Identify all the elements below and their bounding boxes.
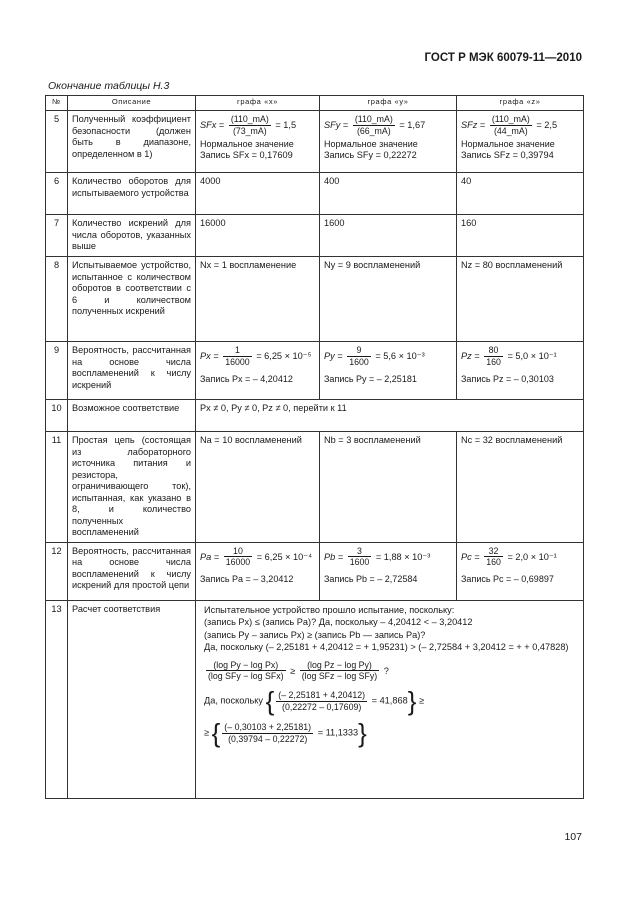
row-number: 5 — [46, 111, 68, 173]
cell-z — [457, 542, 584, 600]
formula: Pa = $\frac{10}{16000}$ = 6,25 × 10⁻⁴ — [200, 545, 313, 568]
table-row — [46, 215, 584, 257]
formula: Pz = $\frac{80}{160}$ = 5,0 × 10⁻¹ — [461, 345, 557, 367]
cell-x — [196, 342, 320, 400]
fraction: $\frac{(- 0,30103 + 2,25181)}{(0,39794 - 0,22272)}$ — [224, 721, 312, 744]
cell-y: Nb = 3 воспламенений — [320, 432, 457, 543]
cell-y: SFy = $\frac{(110\_mA)}{(66\_mA)}$ = 1,67 Нормальное значение Запись SFy = 0,22272 — [320, 111, 457, 173]
record-value: Запись SFz = 0,39794 — [461, 150, 554, 161]
data-table — [45, 95, 584, 799]
page-number: 107 — [564, 831, 582, 843]
row-description: Количество оборотов для испытываемого устройства — [68, 173, 196, 215]
cell-z — [457, 342, 584, 400]
record-value: Запись SFx = 0,17609 — [200, 150, 293, 161]
left-brace: { — [211, 718, 221, 749]
cell-x: Nx = 1 воспламенение — [196, 257, 320, 342]
col-header-number: № — [46, 96, 68, 111]
row-number: 7 — [46, 215, 68, 257]
row-number: 11 — [46, 432, 68, 543]
cell-x: Na = 10 воспламенений — [196, 432, 320, 543]
row-description: Вероятность, рассчитанная на основе числа воспламенений к числу искрений — [68, 342, 196, 400]
fraction: $\frac{80}{160}$ — [486, 345, 501, 367]
left-brace: { — [265, 686, 275, 717]
fraction: $\frac{(110\_mA)}{(44\_mA)}$ — [491, 114, 530, 136]
record-value: Запись Pa = – 3,20412 — [200, 574, 294, 585]
fraction: $\frac{9}{1600}$ — [349, 345, 369, 367]
table-header-row — [46, 96, 584, 111]
formula: Pc = $\frac{32}{160}$ = 2,0 × 10⁻¹ — [461, 545, 557, 568]
formula: Py = $\frac{9}{1600}$ = 5,6 × 10⁻³ — [324, 345, 425, 367]
calc-line: (запись Py – запись Px) ≥ (запись Pb — запись Pa)? — [204, 629, 426, 640]
record-value: Запись Pz = – 0,30103 — [461, 373, 554, 384]
row-description: Вероятность, рассчитанная на основе числа воспламенений к числу искрений для простой цепи — [68, 542, 196, 600]
row-description: Полученный коэффициент безопасности (должен быть в диапазоне, определенном в 1) — [68, 111, 196, 173]
record-value: Запись Pb = – 2,72584 — [324, 574, 418, 585]
table-row — [46, 173, 584, 215]
row-number: 6 — [46, 173, 68, 215]
record-value: Запись Px = – 4,20412 — [200, 373, 293, 384]
row-description: Испытываемое устройство, испытанное с количеством оборотов в соответствии с 6 и количеством полученных искрений — [68, 257, 196, 342]
row-number: 9 — [46, 342, 68, 400]
ratio-result-1: Да, поскольку { $\frac{(- 2,25181 + 4,20412)}{(0,22272 - 0,17609)}$ = 41,868} ≥ — [204, 686, 424, 717]
cell-y: Ny = 9 воспламенений — [320, 257, 457, 342]
cell-x — [196, 542, 320, 600]
ratio-result-2: ≥ { $\frac{(- 0,30103 + 2,25181)}{(0,39794 - 0,22272)}$ = 11,1333} — [204, 718, 367, 749]
formula: Pb = $\frac{3}{1600}$ = 1,88 × 10⁻³ — [324, 545, 431, 568]
record-value: Запись Pc = – 0,69897 — [461, 574, 554, 585]
cell-z: 40 — [457, 173, 584, 215]
record-value: Запись SFy = 0,22272 — [324, 150, 417, 161]
fraction: $\frac{1}{16000}$ — [225, 345, 250, 367]
row-description: Расчет соответствия — [68, 600, 196, 798]
row-description: Возможное соответствие — [68, 400, 196, 432]
fraction: $\frac{10}{16000}$ — [225, 545, 251, 568]
col-header-x: графа «x» — [196, 96, 320, 111]
cell-x: 16000 — [196, 215, 320, 257]
cell-y: 1600 — [320, 215, 457, 257]
table-row — [46, 542, 584, 600]
row-number: 13 — [46, 600, 68, 798]
ratio-formula: $\frac{\text{(log Py − log Px)}}{\text{(log SFy − log SFx)}}$ ≥ $\frac{\text{(log Pz − log Py)}}{\text{(log SFz − log SFy)}}$ ? — [208, 659, 389, 682]
cell-y — [320, 542, 457, 600]
cell-z: SFz = $\frac{(110\_mA)}{(44\_mA)}$ = 2,5 Нормальное значение Запись SFz = 0,39794 — [457, 111, 584, 173]
formula: SFz = $\frac{(110\_mA)}{(44\_mA)}$ = 2,5 — [461, 114, 558, 136]
table-row — [46, 400, 584, 432]
fraction: $\frac{(110\_mA)}{(73\_mA)}$ — [230, 114, 269, 136]
col-header-y: графа «у» — [320, 96, 457, 111]
formula: Px = $\frac{1}{16000}$ = 6,25 × 10⁻⁵ — [200, 345, 312, 367]
cell-z: 160 — [457, 215, 584, 257]
record-value: Запись Py = – 2,25181 — [324, 373, 417, 384]
fraction: $\frac{\text{(log Py − log Px)}}{\text{(log SFy − log SFx)}}$ — [208, 659, 284, 682]
fraction: $\frac{32}{160}$ — [486, 545, 501, 568]
cell-z: Nc = 32 воспламенений — [457, 432, 584, 543]
table-row — [46, 342, 584, 400]
table-row — [46, 600, 584, 798]
calc-line: (запись Px) ≤ (запись Pa)? Да, поскольку – 4,20412 < – 3,20412 — [204, 617, 473, 627]
cell-merged: Px ≠ 0, Py ≠ 0, Pz ≠ 0, перейти к 11 — [196, 400, 584, 432]
right-brace: } — [407, 686, 417, 717]
table-row — [46, 111, 584, 173]
formula: SFy = $\frac{(110\_mA)}{(66\_mA)}$ = 1,67 — [324, 114, 426, 136]
fraction: $\frac{\text{(log Pz − log Py)}}{\text{(log SFz − log SFy)}}$ — [301, 659, 378, 682]
cell-z: Nz = 80 воспламенений — [457, 257, 584, 342]
calc-line: Да, поскольку (– 2,25181 + 4,20412 = + 1,95231) > (– 2,72584 + 3,20412 = + + 0,47828) — [204, 642, 569, 652]
table-row — [46, 432, 584, 543]
cell-x: SFx = $\frac{(110\_mA)}{(73\_mA)}$ = 1,5 Нормальное значение Запись SFx = 0,17609 — [196, 111, 320, 173]
table-row — [46, 257, 584, 342]
col-header-z: графа «z» — [457, 96, 584, 111]
row-description: Количество искрений для числа оборотов, указанных выше — [68, 215, 196, 257]
right-brace: } — [358, 718, 367, 749]
row-number: 8 — [46, 257, 68, 342]
fraction: $\frac{(- 2,25181 + 4,20412)}{(0,22272 - 0,17609)}$ — [278, 689, 366, 712]
row-number: 10 — [46, 400, 68, 432]
fraction: $\frac{3}{1600}$ — [349, 545, 370, 568]
cell-y — [320, 342, 457, 400]
col-header-description: Описание — [68, 96, 196, 111]
document-header: ГОСТ Р МЭК 60079-11—2010 — [424, 52, 582, 64]
formula: SFx = $\frac{(110\_mA)}{(73\_mA)}$ = 1,5 — [200, 114, 297, 136]
fraction: $\frac{(110\_mA)}{(66\_mA)}$ — [354, 114, 393, 136]
cell-y: 400 — [320, 173, 457, 215]
cell-x: 4000 — [196, 173, 320, 215]
calc-line: Испытательное устройство прошло испытание, поскольку: — [204, 604, 455, 615]
compliance-calculation — [196, 600, 584, 798]
row-number: 12 — [46, 542, 68, 600]
row-description: Простая цепь (состоящая из лабораторного источника питания и резистора, ограничивающего ток), испытанная, как указано в 8, и количество полученных воспламенений — [68, 432, 196, 543]
table-caption: Окончание таблицы Н.3 — [48, 80, 170, 92]
